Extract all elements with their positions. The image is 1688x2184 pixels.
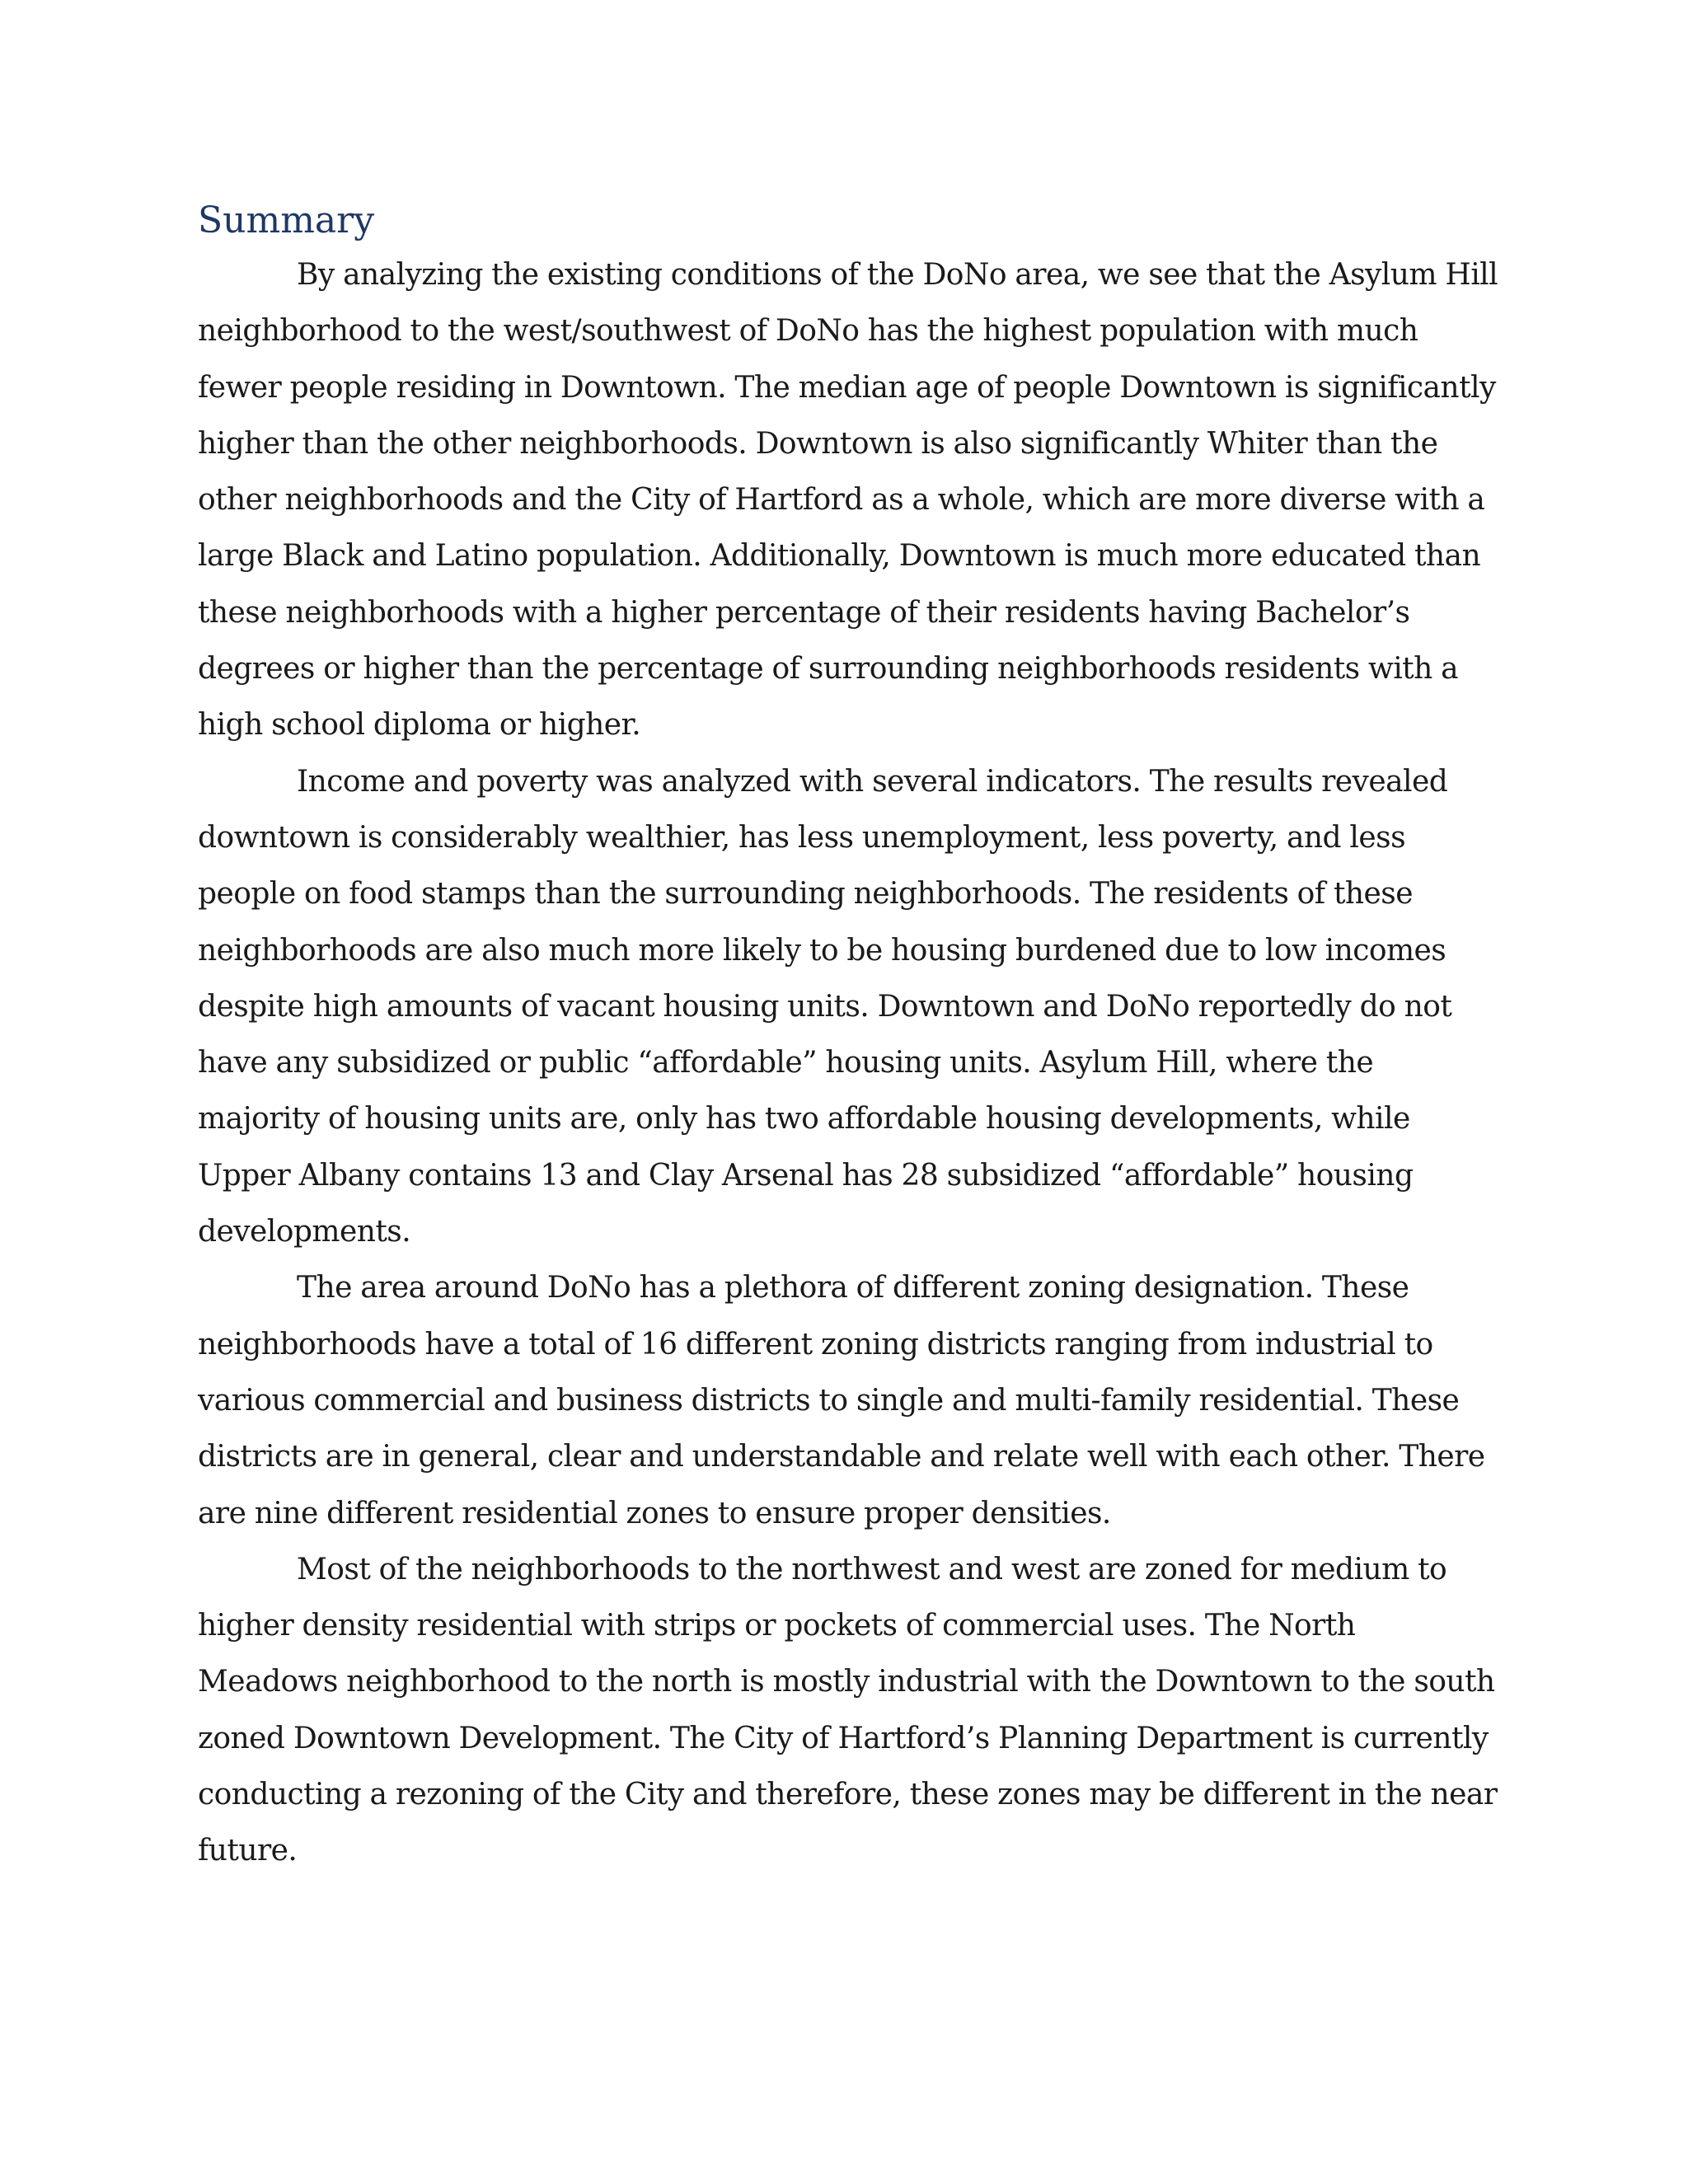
paragraph-demographics: By analyzing the existing conditions of the DoNo area, we see that the Asylum Hill neighborhood to the west/southwest of DoNo has the highest population with much fewer people residing in Downtown. The median age of people Downtown is significantly higher than the other neighborhoods. Downtown is also significantly Whiter than the other neighborhoods and the City of Hartford as a whole, which are more diverse with a large Black and Latino population. Additionally, Downtown is much more educated than these neighborhoods with a higher percentage of their residents having Bachelor’s degrees or higher than the percentage of surrounding neighborhoods residents with a high school diploma or higher. — [198, 258, 1498, 743]
paragraph-zoning-districts: The area around DoNo has a plethora of different zoning designation. These neighborhoods have a total of 16 different zoning districts ranging from industrial to various commercial and business districts to single and multi-family residential. These districts are in general, clear and understandable and relate well with each other. There are nine different residential zones to ensure proper densities. — [198, 1271, 1485, 1530]
section-heading: Summary — [198, 199, 375, 241]
paragraph-income-poverty: Income and poverty was analyzed with several indicators. The results revealed downtown is considerably wealthier, has less unemployment, less poverty, and less people on food stamps than the surrounding neighborhoods. The residents of these neighborhoods are also much more likely to be housing burdened due to low incomes despite high amounts of vacant housing units. Downtown and DoNo reportedly do not have any subsidized or public “affordable” housing units. Asylum Hill, where the majority of housing units are, only has two affordable housing developments, while Upper Albany contains 13 and Clay Arsenal has 28 subsidized “affordable” housing developments. — [198, 764, 1452, 1249]
paragraph-zoning-neighborhoods: Most of the neighborhoods to the northwest and west are zoned for medium to higher density residential with strips or pockets of commercial uses. The North Meadows neighborhood to the north is mostly industrial with the Downtown to the south zoned Downtown Development. The City of Hartford’s Planning Department is currently conducting a rezoning of the City and therefore, these zones may be different in the near future. — [198, 1552, 1498, 1868]
document-body — [198, 194, 1500, 1880]
